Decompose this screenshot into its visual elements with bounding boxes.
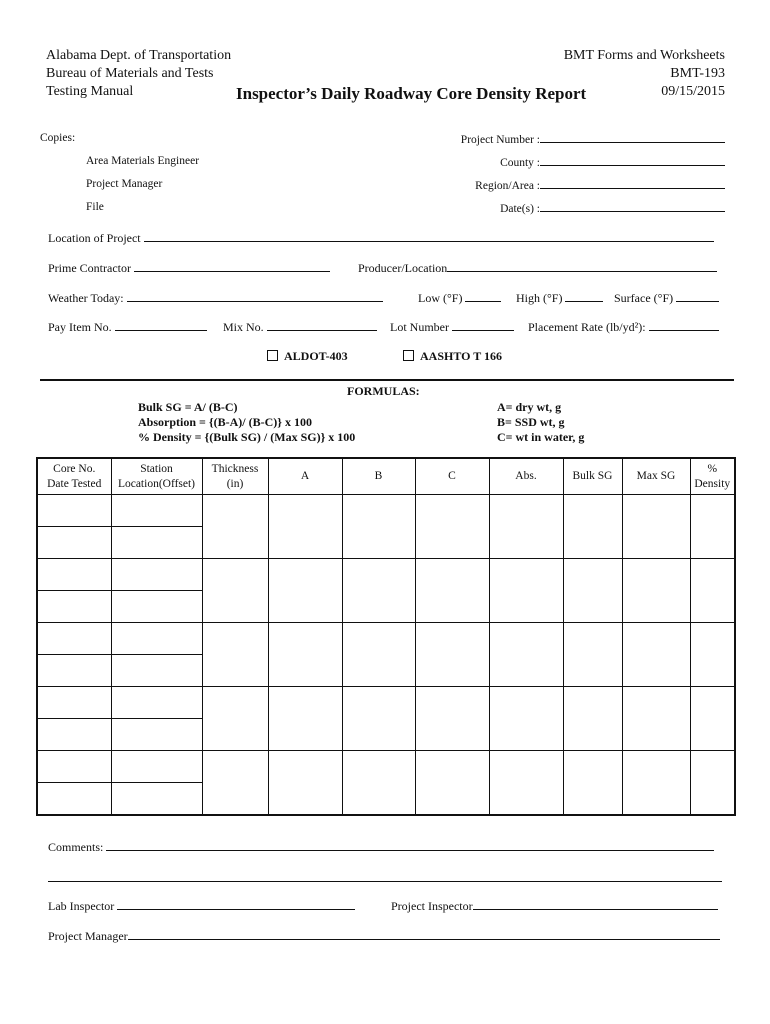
county-line[interactable] bbox=[540, 154, 725, 166]
bulk-sg-cell[interactable] bbox=[563, 687, 622, 751]
date-tested-cell[interactable] bbox=[37, 591, 111, 623]
bulk-sg-cell[interactable] bbox=[563, 623, 622, 687]
location-line[interactable] bbox=[144, 230, 714, 242]
c-cell[interactable] bbox=[415, 495, 489, 559]
max-sg-cell[interactable] bbox=[622, 687, 690, 751]
high-temp-field[interactable] bbox=[516, 290, 603, 306]
comments-label: Comments: bbox=[48, 840, 104, 854]
density-cell[interactable] bbox=[690, 559, 735, 623]
low-temp-field[interactable] bbox=[418, 290, 501, 306]
header-left bbox=[46, 47, 231, 101]
legend-c: C= wt in water, g bbox=[497, 430, 585, 444]
date-tested-cell[interactable] bbox=[37, 527, 111, 559]
bulk-sg-cell[interactable] bbox=[563, 751, 622, 816]
weather-field[interactable] bbox=[48, 290, 383, 306]
percent-label: % bbox=[707, 462, 718, 475]
pay-item-label: Pay Item No. bbox=[48, 320, 112, 334]
copy-project-manager: Project Manager bbox=[86, 178, 163, 190]
table-row[interactable] bbox=[37, 495, 735, 527]
placement-rate-label: Placement Rate (lb/yd²): bbox=[528, 320, 646, 334]
station-label: Station bbox=[140, 462, 173, 475]
form-date: 09/15/2015 bbox=[661, 84, 725, 99]
project-number-label: Project Number : bbox=[460, 134, 540, 146]
comments-field[interactable] bbox=[48, 839, 714, 855]
surface-temp-label: Surface (°F) bbox=[614, 291, 674, 305]
mix-no-line[interactable] bbox=[267, 319, 377, 331]
station-cell[interactable] bbox=[111, 623, 202, 655]
location-field[interactable] bbox=[48, 230, 714, 246]
page-title: Inspector’s Daily Roadway Core Density Report bbox=[236, 84, 587, 103]
table-header-row bbox=[37, 458, 735, 495]
copy-area-materials-engineer: Area Materials Engineer bbox=[86, 155, 200, 167]
pay-item-field[interactable] bbox=[48, 319, 207, 335]
col-bulk-sg: Bulk SG bbox=[563, 458, 622, 495]
project-number-field[interactable] bbox=[461, 131, 725, 146]
max-sg-cell[interactable] bbox=[622, 495, 690, 559]
mix-no-field[interactable] bbox=[223, 319, 377, 335]
col-c: C bbox=[415, 458, 489, 495]
lot-number-line[interactable] bbox=[452, 319, 514, 331]
b-cell[interactable] bbox=[342, 623, 415, 687]
copy-file: File bbox=[86, 201, 104, 213]
formulas-left bbox=[138, 400, 355, 445]
manual-name: Testing Manual bbox=[46, 84, 134, 99]
comments-line-2-rule[interactable] bbox=[48, 870, 722, 882]
col-thickness bbox=[202, 458, 268, 495]
b-cell[interactable] bbox=[342, 687, 415, 751]
dates-line[interactable] bbox=[540, 200, 725, 212]
aldot-403-option[interactable] bbox=[267, 349, 348, 364]
formulas-legend bbox=[497, 400, 584, 445]
col-core-no bbox=[37, 458, 111, 495]
density-cell[interactable] bbox=[690, 623, 735, 687]
c-cell[interactable] bbox=[415, 623, 489, 687]
core-no-cell[interactable] bbox=[37, 623, 111, 655]
offset-cell[interactable] bbox=[111, 783, 202, 816]
placement-rate-line[interactable] bbox=[649, 319, 719, 331]
lab-inspector-label: Lab Inspector bbox=[48, 899, 115, 913]
thickness-cell[interactable] bbox=[202, 687, 268, 751]
high-temp-line[interactable] bbox=[565, 290, 603, 302]
abs-cell[interactable] bbox=[489, 623, 563, 687]
project-manager-field[interactable] bbox=[48, 928, 720, 944]
mix-no-label: Mix No. bbox=[223, 320, 264, 334]
c-cell[interactable] bbox=[415, 687, 489, 751]
date-tested-cell[interactable] bbox=[37, 783, 111, 816]
lot-number-field[interactable] bbox=[390, 319, 514, 335]
producer-location-field[interactable] bbox=[358, 260, 717, 276]
station-cell[interactable] bbox=[111, 751, 202, 783]
aashto-t166-label: AASHTO T 166 bbox=[420, 349, 503, 363]
project-inspector-line[interactable] bbox=[473, 898, 718, 910]
thickness-label: Thickness bbox=[211, 462, 259, 475]
thickness-unit-label: (in) bbox=[226, 477, 244, 490]
col-density bbox=[690, 458, 735, 495]
core-density-table bbox=[36, 457, 736, 816]
density-cell[interactable] bbox=[690, 751, 735, 816]
max-sg-cell[interactable] bbox=[622, 559, 690, 623]
c-cell[interactable] bbox=[415, 751, 489, 816]
comments-line[interactable] bbox=[106, 839, 714, 851]
aashto-t166-option[interactable] bbox=[403, 349, 502, 364]
abs-cell[interactable] bbox=[489, 495, 563, 559]
thickness-cell[interactable] bbox=[202, 495, 268, 559]
region-area-field[interactable] bbox=[475, 177, 725, 192]
core-no-cell[interactable] bbox=[37, 751, 111, 783]
county-label: County : bbox=[500, 157, 540, 169]
col-a: A bbox=[268, 458, 342, 495]
lot-number-label: Lot Number bbox=[390, 320, 449, 334]
location-label: Location of Project bbox=[48, 231, 141, 245]
project-manager-line[interactable] bbox=[128, 928, 720, 940]
core-no-cell[interactable] bbox=[37, 559, 111, 591]
region-area-label: Region/Area : bbox=[475, 180, 540, 192]
producer-location-line[interactable] bbox=[447, 260, 717, 272]
core-no-cell[interactable] bbox=[37, 687, 111, 719]
bulk-sg-cell[interactable] bbox=[563, 495, 622, 559]
lab-inspector-line[interactable] bbox=[117, 898, 355, 910]
aldot-403-label: ALDOT-403 bbox=[284, 349, 348, 363]
offset-cell[interactable] bbox=[111, 719, 202, 751]
core-no-label: Core No. bbox=[53, 462, 96, 475]
weather-line[interactable] bbox=[127, 290, 383, 302]
thickness-cell[interactable] bbox=[202, 623, 268, 687]
thickness-cell[interactable] bbox=[202, 751, 268, 816]
pay-item-line[interactable] bbox=[115, 319, 207, 331]
weather-label: Weather Today: bbox=[48, 291, 124, 305]
table-row[interactable] bbox=[37, 687, 735, 719]
table-row[interactable] bbox=[37, 623, 735, 655]
placement-rate-field[interactable] bbox=[528, 319, 719, 335]
project-number-line[interactable] bbox=[540, 131, 725, 143]
prime-contractor-field[interactable] bbox=[48, 260, 330, 276]
legend-a: A= dry wt, g bbox=[497, 400, 562, 414]
abs-cell[interactable] bbox=[489, 687, 563, 751]
a-cell[interactable] bbox=[268, 751, 342, 816]
offset-cell[interactable] bbox=[111, 655, 202, 687]
aashto-t166-checkbox[interactable] bbox=[403, 350, 414, 361]
a-cell[interactable] bbox=[268, 495, 342, 559]
project-manager-label: Project Manager bbox=[48, 929, 128, 943]
abs-cell[interactable] bbox=[489, 559, 563, 623]
agency-name: Alabama Dept. of Transportation bbox=[46, 48, 232, 63]
low-temp-label: Low (°F) bbox=[418, 291, 463, 305]
formulas-title: FORMULAS: bbox=[347, 384, 420, 398]
max-sg-cell[interactable] bbox=[622, 623, 690, 687]
station-cell[interactable] bbox=[111, 495, 202, 527]
density-label: Density bbox=[694, 477, 731, 490]
b-cell[interactable] bbox=[342, 751, 415, 816]
high-temp-label: High (°F) bbox=[516, 291, 563, 305]
col-max-sg: Max SG bbox=[622, 458, 690, 495]
station-cell[interactable] bbox=[111, 559, 202, 591]
absorption-formula: Absorption = {(B-A)/ (B-C)} x 100 bbox=[138, 415, 312, 429]
c-cell[interactable] bbox=[415, 559, 489, 623]
core-no-cell[interactable] bbox=[37, 495, 111, 527]
date-tested-cell[interactable] bbox=[37, 719, 111, 751]
max-sg-cell[interactable] bbox=[622, 751, 690, 816]
col-b: B bbox=[342, 458, 415, 495]
bureau-name: Bureau of Materials and Tests bbox=[46, 66, 214, 81]
form-number: BMT-193 bbox=[670, 66, 725, 81]
forms-label: BMT Forms and Worksheets bbox=[563, 48, 725, 63]
density-cell[interactable] bbox=[690, 687, 735, 751]
lab-inspector-field[interactable] bbox=[48, 898, 355, 914]
project-inspector-field[interactable] bbox=[391, 898, 718, 914]
a-cell[interactable] bbox=[268, 623, 342, 687]
location-offset-label: Location(Offset) bbox=[117, 477, 196, 490]
region-area-line[interactable] bbox=[540, 177, 725, 189]
station-cell[interactable] bbox=[111, 687, 202, 719]
thickness-cell[interactable] bbox=[202, 559, 268, 623]
county-field[interactable] bbox=[500, 154, 725, 169]
table-row[interactable] bbox=[37, 559, 735, 591]
dates-label: Date(s) : bbox=[500, 203, 540, 215]
col-abs: Abs. bbox=[489, 458, 563, 495]
density-formula: % Density = {(Bulk SG) / (Max SG)} x 100 bbox=[138, 430, 356, 444]
prime-contractor-line[interactable] bbox=[134, 260, 330, 272]
a-cell[interactable] bbox=[268, 559, 342, 623]
b-cell[interactable] bbox=[342, 559, 415, 623]
dates-field[interactable] bbox=[500, 200, 725, 215]
surface-temp-line[interactable] bbox=[676, 290, 719, 302]
date-tested-cell[interactable] bbox=[37, 655, 111, 687]
surface-temp-field[interactable] bbox=[614, 290, 719, 306]
project-inspector-label: Project Inspector bbox=[391, 899, 473, 913]
prime-contractor-label: Prime Contractor bbox=[48, 261, 131, 275]
b-cell[interactable] bbox=[342, 495, 415, 559]
aldot-403-checkbox[interactable] bbox=[267, 350, 278, 361]
header-right bbox=[564, 47, 725, 101]
bulk-sg-cell[interactable] bbox=[563, 559, 622, 623]
date-tested-label: Date Tested bbox=[47, 477, 102, 490]
legend-b: B= SSD wt, g bbox=[497, 415, 565, 429]
low-temp-line[interactable] bbox=[465, 290, 501, 302]
offset-cell[interactable] bbox=[111, 527, 202, 559]
table-row[interactable] bbox=[37, 751, 735, 783]
col-station bbox=[111, 458, 202, 495]
bulk-sg-formula: Bulk SG = A/ (B-C) bbox=[138, 400, 238, 414]
offset-cell[interactable] bbox=[111, 591, 202, 623]
producer-location-label: Producer/Location bbox=[358, 261, 448, 275]
abs-cell[interactable] bbox=[489, 751, 563, 816]
density-cell[interactable] bbox=[690, 495, 735, 559]
comments-line-2[interactable] bbox=[48, 869, 722, 887]
section-divider bbox=[40, 379, 734, 381]
a-cell[interactable] bbox=[268, 687, 342, 751]
copies-label: Copies: bbox=[40, 132, 76, 144]
